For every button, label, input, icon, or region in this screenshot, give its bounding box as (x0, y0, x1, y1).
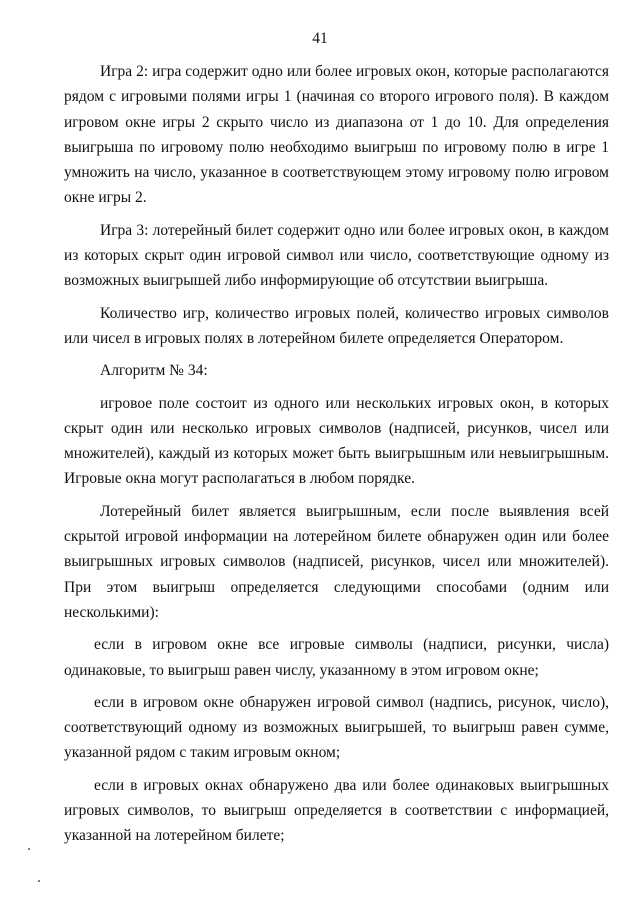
paragraph-rule-same-symbols: если в игровом окне все игровые символы (надписи, рисунки, числа) одинаковые, то выигрыш равен числу, указанному в этом игровом окне; (64, 636, 609, 679)
paragraph-algorithm-heading: Алгоритм № 34: (100, 362, 208, 380)
scan-speck (28, 848, 30, 850)
paragraph-game-count: Количество игр, количество игровых полей, количество игровых символов или чисел в игровых полях в лотерейном билете определяется Оператором. (64, 304, 609, 347)
paragraph-winning-ticket: Лотерейный билет является выигрышным, если после выявления всей скрытой игровой информации на лотерейном билете обнаружен один или более выигрышных игровых символов (надписей, рисунков, чисел или множителей). При этом выигрыш определяется следующими способами (одним или несколькими): (64, 502, 609, 621)
document-body (64, 59, 609, 856)
scan-speck (38, 880, 40, 882)
paragraph-game-3: Игра 3: лотерейный билет содержит одно или более игровых окон, в каждом из которых скрыт один игровой символ или число, соответствующие одному из возможных выигрышей либо информирующие об отсутствии выигрыша. (64, 221, 609, 290)
paragraph-game-field: игровое поле состоит из одного или нескольких игровых окон, в которых скрыт один или несколько игровых символов (надписей, рисунков, чисел или множителей), каждый из которых может быть выигрышным или невыигрышным. Игровые окна могут располагаться в любом порядке. (64, 394, 609, 488)
paragraph-rule-multiple-symbols: если в игровых окнах обнаружено два или более одинаковых выигрышных игровых символов, то выигрыш определяется в соответствии с информацией, указанной на лотерейном билете; (64, 776, 609, 845)
paragraph-rule-symbol-found: если в игровом окне обнаружен игровой символ (надпись, рисунок, число), соответствующий одному из возможных выигрышей, то выигрыш равен сумме, указанной рядом с таким игровым окном; (64, 693, 609, 762)
paragraph-game-2: Игра 2: игра содержит одно или более игровых окон, которые располагаются рядом с игровыми полями игры 1 (начиная со второго игрового поля). В каждом игровом окне игры 2 скрыто число из диапазона от 1 до 10. Для определения выигрыша по игровому полю необходимо выигрыш по игровому полю в игре 1 умножить на число, указанное в соответствующем этому игровому полю игровом окне игры 2. (64, 63, 609, 207)
page-number: 41 (312, 30, 328, 47)
